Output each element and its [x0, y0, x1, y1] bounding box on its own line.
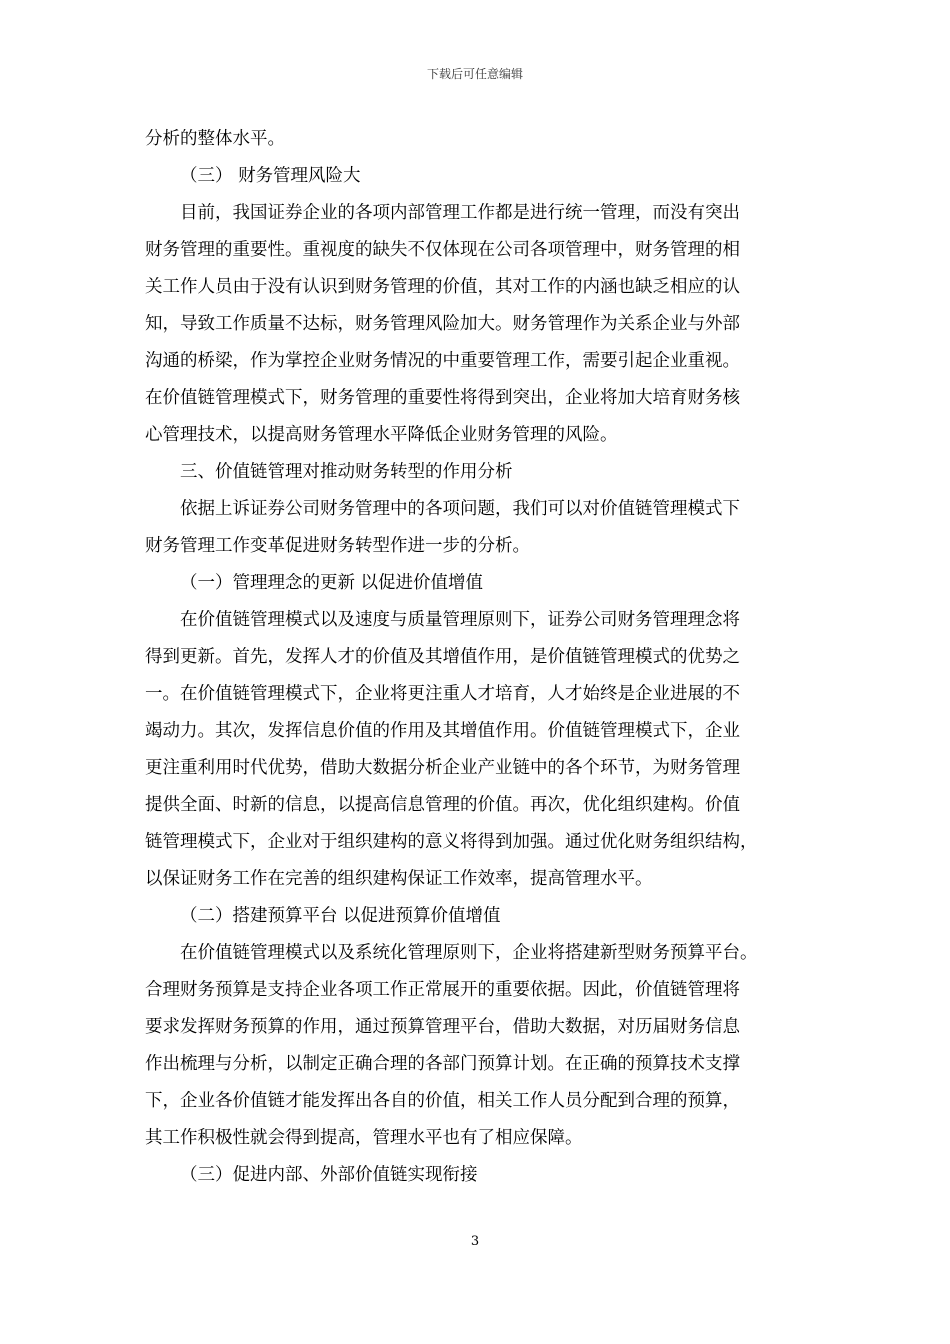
text-line: （一）管理理念的更新 以促进价值增值	[180, 573, 484, 593]
text-line: 提供全面、时新的信息，以提高信息管理的价值。再次，优化组织建构。价值	[145, 795, 740, 815]
text-line: 更注重利用时代优势，借助大数据分析企业产业链中的各个环节，为财务管理	[145, 758, 740, 778]
text-line: 知，导致工作质量不达标，财务管理风险加大。财务管理作为关系企业与外部	[145, 314, 740, 334]
text-line: 要求发挥财务预算的作用，通过预算管理平台，借助大数据，对历届财务信息	[145, 1017, 740, 1037]
text-line: 依据上诉证券公司财务管理中的各项问题，我们可以对价值链管理模式下	[180, 499, 740, 519]
text-line: 财务管理工作变革促进财务转型作进一步的分析。	[145, 536, 530, 556]
text-line: 三、价值链管理对推动财务转型的作用分析	[180, 462, 513, 482]
text-line: 得到更新。首先，发挥人才的价值及其增值作用，是价值链管理模式的优势之	[145, 647, 740, 667]
text-line: 目前，我国证券企业的各项内部管理工作都是进行统一管理，而没有突出	[180, 203, 740, 223]
section-heading	[145, 1157, 813, 1194]
section-heading	[145, 158, 813, 195]
page-number: 3	[470, 1234, 480, 1249]
document-body	[145, 121, 813, 1194]
text-line: 链管理模式下，企业对于组织建构的意义将得到加强。通过优化财务组织结构，	[145, 832, 758, 852]
paragraph	[145, 602, 813, 898]
text-line: 关工作人员由于没有认识到财务管理的价值，其对工作的内涵也缺乏相应的认	[145, 277, 740, 297]
paragraph	[145, 935, 813, 1157]
text-line: 在价值链管理模式以及速度与质量管理原则下，证券公司财务管理理念将	[180, 610, 740, 630]
text-line: 在价值链管理模式下，财务管理的重要性将得到突出，企业将加大培育财务核	[145, 388, 740, 408]
text-line: 以保证财务工作在完善的组织建构保证工作效率，提高管理水平。	[145, 869, 653, 889]
section-heading	[145, 565, 813, 602]
text-line: （二）搭建预算平台 以促进预算价值增值	[180, 906, 501, 926]
text-line: 在价值链管理模式以及系统化管理原则下，企业将搭建新型财务预算平台。	[180, 943, 758, 963]
text-line: 合理财务预算是支持企业各项工作正常展开的重要依据。因此，价值链管理将	[145, 980, 740, 1000]
text-line: （三） 财务管理风险大	[180, 166, 361, 186]
text-line: （三）促进内部、外部价值链实现衔接	[180, 1165, 478, 1185]
paragraph-continued	[145, 121, 813, 158]
text-line: 分析的整体水平。	[145, 129, 285, 149]
section-heading	[145, 898, 813, 935]
paragraph	[145, 195, 813, 454]
text-line: 竭动力。其次，发挥信息价值的作用及其增值作用。价值链管理模式下，企业	[145, 721, 740, 741]
page-header: 下载后可任意编辑	[426, 67, 523, 81]
chapter-heading	[145, 454, 813, 491]
text-line: 心管理技术，以提高财务管理水平降低企业财务管理的风险。	[145, 425, 618, 445]
text-line: 其工作积极性就会得到提高，管理水平也有了相应保障。	[145, 1128, 583, 1148]
text-line: 一。在价值链管理模式下，企业将更注重人才培育，人才始终是企业进展的不	[145, 684, 740, 704]
text-line: 财务管理的重要性。重视度的缺失不仅体现在公司各项管理中，财务管理的相	[145, 240, 740, 260]
paragraph	[145, 491, 813, 565]
text-line: 作出梳理与分析，以制定正确合理的各部门预算计划。在正确的预算技术支撑	[145, 1054, 740, 1074]
text-line: 沟通的桥梁，作为掌控企业财务情况的中重要管理工作，需要引起企业重视。	[145, 351, 740, 371]
text-line: 下，企业各价值链才能发挥出各自的价值，相关工作人员分配到合理的预算，	[145, 1091, 740, 1111]
